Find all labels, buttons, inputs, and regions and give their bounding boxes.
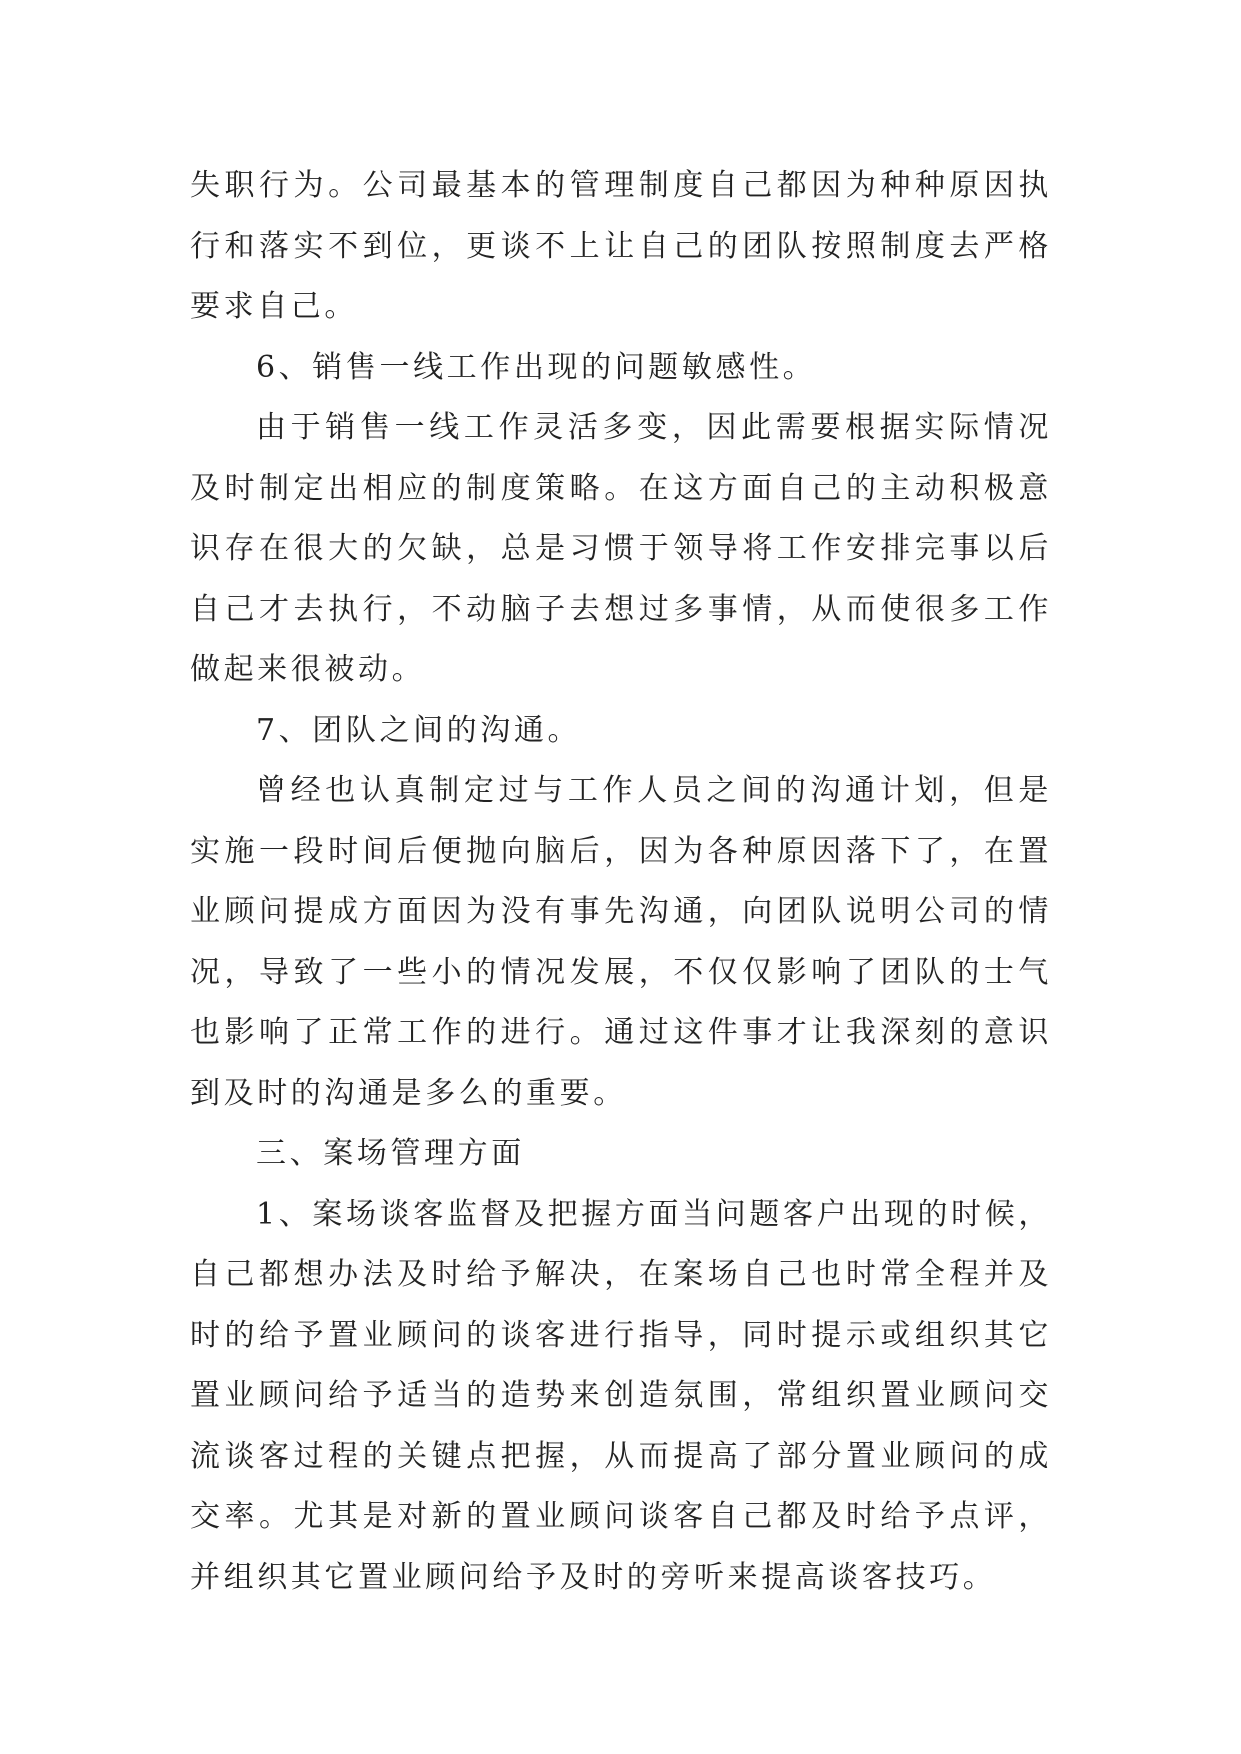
section-heading-3: 三、案场管理方面	[256, 1136, 525, 1171]
paragraph-item-7-heading: 7、团队之间的沟通。	[256, 712, 582, 748]
paragraph-item-6-heading: 6、销售一线工作出现的问题敏感性。	[256, 349, 817, 385]
paragraph-item-7-body: 曾经也认真制定过与工作人员之间的沟通计划，但是实施一段时间后便抛向脑后，因为各种原因落下了，在置业顾问提成方面因为没有事先沟通，向团队说明公司的情况，导致了一些小的情况发展，不仅仅影响了团队的士气也影响了正常工作的进行。通过这件事才让我深刻的意识到及时的沟通是多么的重要。	[190, 773, 1052, 1111]
paragraph-continuation: 失职行为。公司最基本的管理制度自己都因为种种原因执行和落实不到位，更谈不上让自己的团队按照制度去严格要求自己。	[190, 168, 1052, 324]
document-body	[190, 156, 1052, 1608]
paragraph-item-6-body: 由于销售一线工作灵活多变，因此需要根据实际情况及时制定出相应的制度策略。在这方面自己的主动积极意识存在很大的欠缺，总是习惯于领导将工作安排完事以后自己才去执行，不动脑子去想过多事情，从而使很多工作做起来很被动。	[190, 410, 1052, 687]
paragraph-section-3-item-1: 1、案场谈客监督及把握方面当问题客户出现的时候，自己都想办法及时给予解决，在案场自己也时常全程并及时的给予置业顾问的谈客进行指导，同时提示或组织其它置业顾问给予适当的造势来创造氛围，常组织置业顾问交流谈客过程的关键点把握，从而提高了部分置业顾问的成交率。尤其是对新的置业顾问谈客自己都及时给予点评，并组织其它置业顾问给予及时的旁听来提高谈客技巧。	[190, 1196, 1052, 1595]
